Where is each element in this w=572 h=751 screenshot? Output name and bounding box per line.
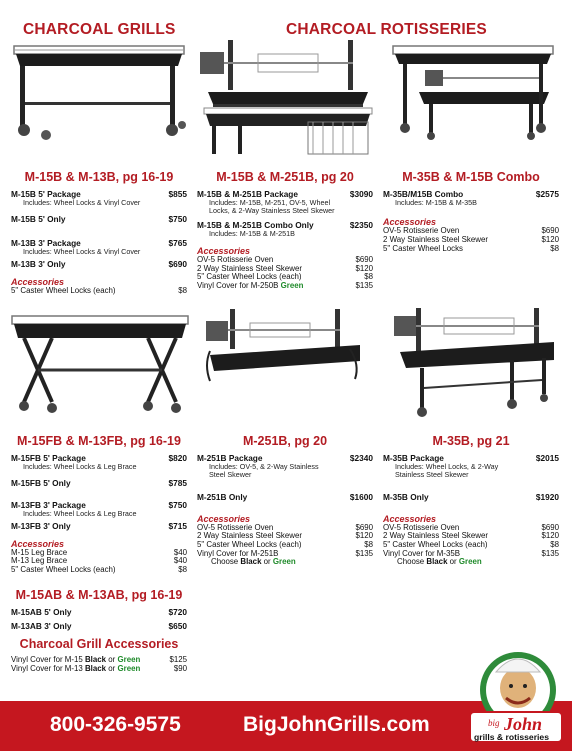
item-price: $690 (168, 258, 187, 269)
item-includes: Includes: OV-5, & 2-Way Stainless Steel Skewer (209, 462, 319, 480)
item-name: M-35B Only (383, 491, 429, 502)
accessory-name: 5" Caster Wheel Locks (383, 243, 463, 253)
green-label: Green (458, 557, 482, 567)
accessory-name: Vinyl Cover for M-251B (197, 548, 279, 558)
item-price: $785 (168, 478, 187, 489)
green-label: Green (117, 655, 141, 664)
item-includes: Includes: Wheel Locks & Vinyl Cover (23, 198, 141, 207)
item-includes: Includes: M-15B, M-251, OV-5, Wheel Locks, & 2-Way Stainless Steel Skewer (209, 198, 335, 216)
section-m15b-m251b (197, 170, 373, 291)
charcoal-rotisseries-header: CHARCOAL ROTISSERIES (286, 21, 487, 38)
accessory-name: 5" Caster Wheel Locks (each) (383, 540, 488, 549)
accessory-price: $40 (173, 547, 187, 557)
color-choice (383, 558, 559, 567)
logo-big-text: big (488, 718, 500, 728)
choose-label: Choose (397, 557, 425, 567)
black-label: Black (240, 557, 262, 567)
item-price: $1600 (349, 491, 373, 502)
accessory-price: $8 (550, 243, 559, 253)
accessory-price: $120 (541, 235, 559, 244)
item-includes: Includes: M-15B & M-251B (209, 228, 295, 238)
section-title: M-15FB & M-13FB, pg 16-19 (17, 434, 181, 448)
accessory-price: $90 (173, 663, 187, 673)
accessory-name: 5" Caster Wheel Locks (each) (11, 285, 116, 295)
accessories-heading: Accessories (11, 276, 65, 287)
accessory-name: 2 Way Stainless Steel Skewer (383, 235, 488, 244)
item-name: M-15B 5' Only (11, 214, 66, 225)
accessory-price: $8 (178, 565, 187, 574)
accessory-price: $120 (541, 531, 559, 541)
grill-icon (8, 310, 193, 420)
item-name: M-15B & M-251B Package (197, 189, 298, 199)
item-includes: Includes: Wheel Locks & Leg Brace (23, 509, 137, 519)
accessory-price: $125 (169, 655, 187, 664)
item-price: $2340 (349, 453, 373, 463)
accessory-price: $8 (178, 285, 187, 295)
accessory-name: M-15 Leg Brace (11, 547, 68, 557)
black-label: Black (426, 557, 448, 567)
accessory-price: $8 (364, 272, 373, 282)
logo-john-text: John (504, 714, 543, 734)
item-name: M-13B 3' Package (11, 238, 81, 249)
accessory-price: $135 (355, 548, 373, 558)
item-name: M-13AB 3' Only (11, 621, 72, 631)
website-link[interactable]: BigJohnGrills.com (243, 713, 430, 736)
or-label: or (263, 557, 271, 567)
accessory-price: $690 (541, 226, 559, 236)
item-includes: Includes: Wheel Locks & Vinyl Cover (23, 247, 141, 257)
or-label: or (108, 655, 116, 664)
section-m35b-m15b (383, 170, 559, 253)
section-title: M-35B, pg 21 (432, 434, 510, 448)
accessory-price: $135 (355, 281, 373, 290)
accessory-price: $690 (355, 522, 373, 532)
accessory-name: Vinyl Cover for M-250B (197, 281, 279, 290)
rotisserie-icon (198, 36, 378, 156)
item-price: $750 (168, 214, 187, 225)
item-price: $750 (168, 500, 187, 511)
black-label: Black (84, 655, 107, 664)
accessory-name: OV-5 Rotisserie Oven (197, 255, 274, 265)
accessory-price: $8 (364, 540, 373, 549)
section-title: M-15AB & M-13AB, pg 16-19 (15, 588, 183, 602)
section-grill-accessories (11, 637, 187, 673)
accessory-name: Vinyl Cover for M-15 (11, 655, 83, 664)
accessories-heading: Accessories (383, 217, 437, 228)
item-price: $715 (168, 520, 187, 531)
item-name: M-251B Package (197, 453, 263, 463)
accessory-price: $120 (355, 263, 373, 273)
accessory-name: 5" Caster Wheel Locks (each) (197, 540, 302, 549)
rotisserie-icon (200, 305, 370, 395)
item-includes: Includes: Wheel Locks, & 2-Way Stainless Steel Skewer (395, 462, 499, 480)
item-name: M-251B Only (197, 491, 248, 502)
section-m15fb-m13fb (11, 434, 187, 575)
item-price: $650 (168, 621, 187, 631)
accessory-name: M-13 Leg Brace (11, 556, 68, 566)
item-name: M-15FB 5' Package (11, 453, 86, 463)
item-name: M-35B Package (383, 453, 444, 463)
black-label: Black (84, 663, 107, 673)
accessories-heading: Accessories (197, 513, 251, 524)
accessory-name: OV-5 Rotisserie Oven (383, 226, 460, 236)
item-price: $720 (168, 607, 187, 617)
item-name: M-15B 5' Package (11, 189, 81, 199)
item-price: $1920 (535, 491, 559, 502)
rotisserie-icon (384, 298, 559, 423)
accessory-price: $690 (541, 522, 559, 532)
or-label: or (449, 557, 457, 567)
accessory-name: Vinyl Cover for M-35B (383, 548, 461, 558)
item-name: M-15B & M-251B Combo Only (197, 219, 314, 230)
color-choice (197, 558, 373, 567)
accessory-price: $120 (355, 531, 373, 541)
item-name: M-13FB 3' Only (11, 520, 71, 531)
item-includes: Includes: Wheel Locks & Leg Brace (23, 462, 137, 471)
green-label: Green (117, 663, 141, 673)
accessory-price: $690 (355, 255, 373, 265)
section-title: M-35B & M-15B Combo (402, 170, 540, 184)
item-name: M-35B/M15B Combo (383, 189, 464, 199)
rotisserie-icon (389, 42, 559, 142)
section-title: M-251B, pg 20 (242, 434, 328, 448)
charcoal-grills-header: CHARCOAL GRILLS (23, 21, 176, 38)
accessory-name: 5" Caster Wheel Locks (each) (197, 272, 302, 282)
section-m35b (383, 434, 559, 567)
item-name: M-15AB 5' Only (11, 607, 72, 617)
section-title: Charcoal Grill Accessories (19, 637, 179, 651)
or-label: or (108, 663, 116, 673)
section-m15b-m13b (11, 170, 187, 295)
item-price: $820 (168, 453, 187, 463)
item-price: $2575 (535, 189, 559, 199)
item-price: $3090 (349, 189, 373, 199)
accessory-name: 5" Caster Wheel Locks (each) (11, 565, 116, 574)
green-label: Green (272, 557, 296, 567)
section-m15ab-m13ab (11, 588, 187, 631)
logo-icon (466, 650, 562, 746)
item-price: $855 (168, 189, 187, 199)
item-includes: Includes: M-15B & M-35B (395, 198, 477, 207)
accessory-name: Vinyl Cover for M-13 (11, 663, 83, 673)
item-price: $2015 (535, 453, 559, 463)
item-name: M-13FB 3' Package (11, 500, 86, 511)
accessory-name: OV-5 Rotisserie Oven (383, 522, 460, 532)
accessories-heading: Accessories (383, 513, 437, 524)
accessories-heading: Accessories (11, 538, 65, 549)
section-m251b (197, 434, 373, 567)
item-name: M-15FB 5' Only (11, 478, 71, 489)
accessory-name: OV-5 Rotisserie Oven (197, 522, 274, 532)
phone-number[interactable]: 800-326-9575 (50, 713, 181, 736)
item-price: $2350 (349, 219, 373, 230)
section-title: M-15B & M-251B, pg 20 (216, 170, 354, 184)
accessory-name: 2 Way Stainless Steel Skewer (197, 263, 302, 273)
item-name: M-13B 3' Only (11, 258, 66, 269)
accessory-price: $40 (173, 556, 187, 566)
green-label: Green (280, 281, 304, 290)
accessories-heading: Accessories (197, 246, 251, 257)
choose-label: Choose (211, 557, 239, 567)
item-price: $765 (168, 238, 187, 249)
grill-icon (10, 42, 190, 142)
accessory-name: 2 Way Stainless Steel Skewer (383, 531, 488, 541)
accessory-name: 2 Way Stainless Steel Skewer (197, 531, 302, 541)
accessory-price: $8 (550, 540, 559, 549)
logo-tagline: grills & rotisseries (474, 732, 549, 742)
accessory-price: $135 (541, 548, 559, 558)
section-title: M-15B & M-13B, pg 16-19 (24, 170, 174, 184)
